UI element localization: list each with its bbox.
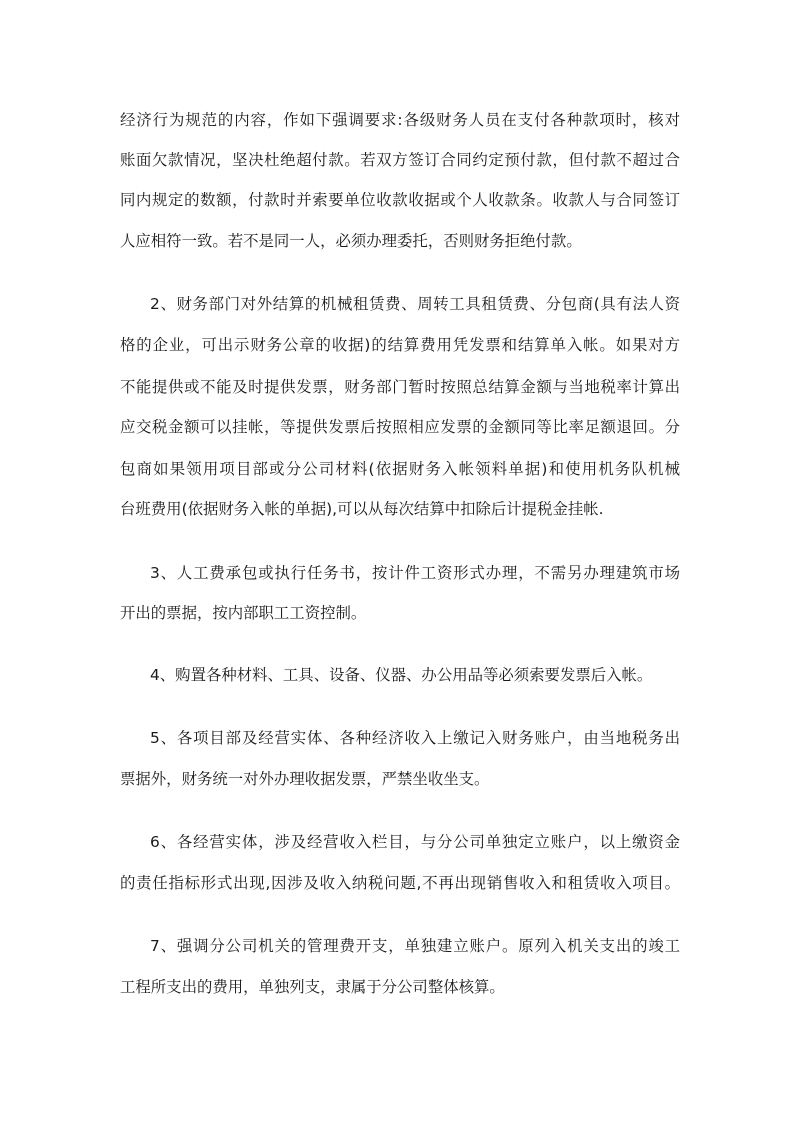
paragraph-line: 包商如果领用项目部或分公司材料(依据财务入帐领料单据)和使用机务队机械 xyxy=(120,460,680,478)
paragraph-line: 开出的票据，按内部职工工资控制。 xyxy=(120,604,367,622)
paragraph-line: 账面欠款情况，坚决杜绝超付款。若双方签订合同约定预付款，但付款不超过合 xyxy=(120,151,680,169)
paragraph-line: 同内规定的数额，付款时并索要单位收款收据或个人收款条。收款人与合同签订 xyxy=(120,191,680,209)
paragraph-line: 的责任指标形式出现,因涉及收入纳税问题,不再出现销售收入和租赁收入项目。 xyxy=(120,874,680,892)
paragraph-line: 7、强调分公司机关的管理费开支，单独建立账户。原列入机关支出的竣工 xyxy=(150,937,680,955)
paragraph-line: 格的企业，可出示财务公章的收据)的结算费用凭发票和结算单入帐。如果对方 xyxy=(120,336,680,354)
paragraph-line: 台班费用(依据财务入帐的单据),可以从每次结算中扣除后计提税金挂帐. xyxy=(120,500,604,518)
paragraph-line: 工程所支出的费用，单独列支，隶属于分公司整体核算。 xyxy=(120,978,505,996)
paragraph-line: 不能提供或不能及时提供发票，财务部门暂时按照总结算金额与当地税率计算出 xyxy=(120,378,680,396)
paragraph-line: 经济行为规范的内容，作如下强调要求:各级财务人员在支付各种款项时，核对 xyxy=(120,111,680,129)
paragraph-line: 应交税金额可以挂帐，等提供发票后按照相应发票的金额同等比率足额退回。分 xyxy=(120,418,680,436)
paragraph-line: 票据外，财务统一对外办理收据发票，严禁坐收坐支。 xyxy=(120,770,490,788)
paragraph-line: 5、各项目部及经营实体、各种经济收入上缴记入财务账户，由当地税务出 xyxy=(150,729,680,747)
paragraph-line: 4、购置各种材料、工具、设备、仪器、办公用品等必须索要发票后入帐。 xyxy=(150,666,653,684)
paragraph-line: 3、人工费承包或执行任务书，按计件工资形式办理，不需另办理建筑市场 xyxy=(150,564,680,582)
paragraph-line: 人应相符一致。若不是同一人，必须办理委托，否则财务拒绝付款。 xyxy=(120,232,582,250)
paragraph-line: 6、各经营实体，涉及经营收入栏目，与分公司单独定立账户，以上缴资金 xyxy=(150,833,680,851)
paragraph-line: 2、财务部门对外结算的机械租赁费、周转工具租赁费、分包商(具有法人资 xyxy=(150,295,680,313)
